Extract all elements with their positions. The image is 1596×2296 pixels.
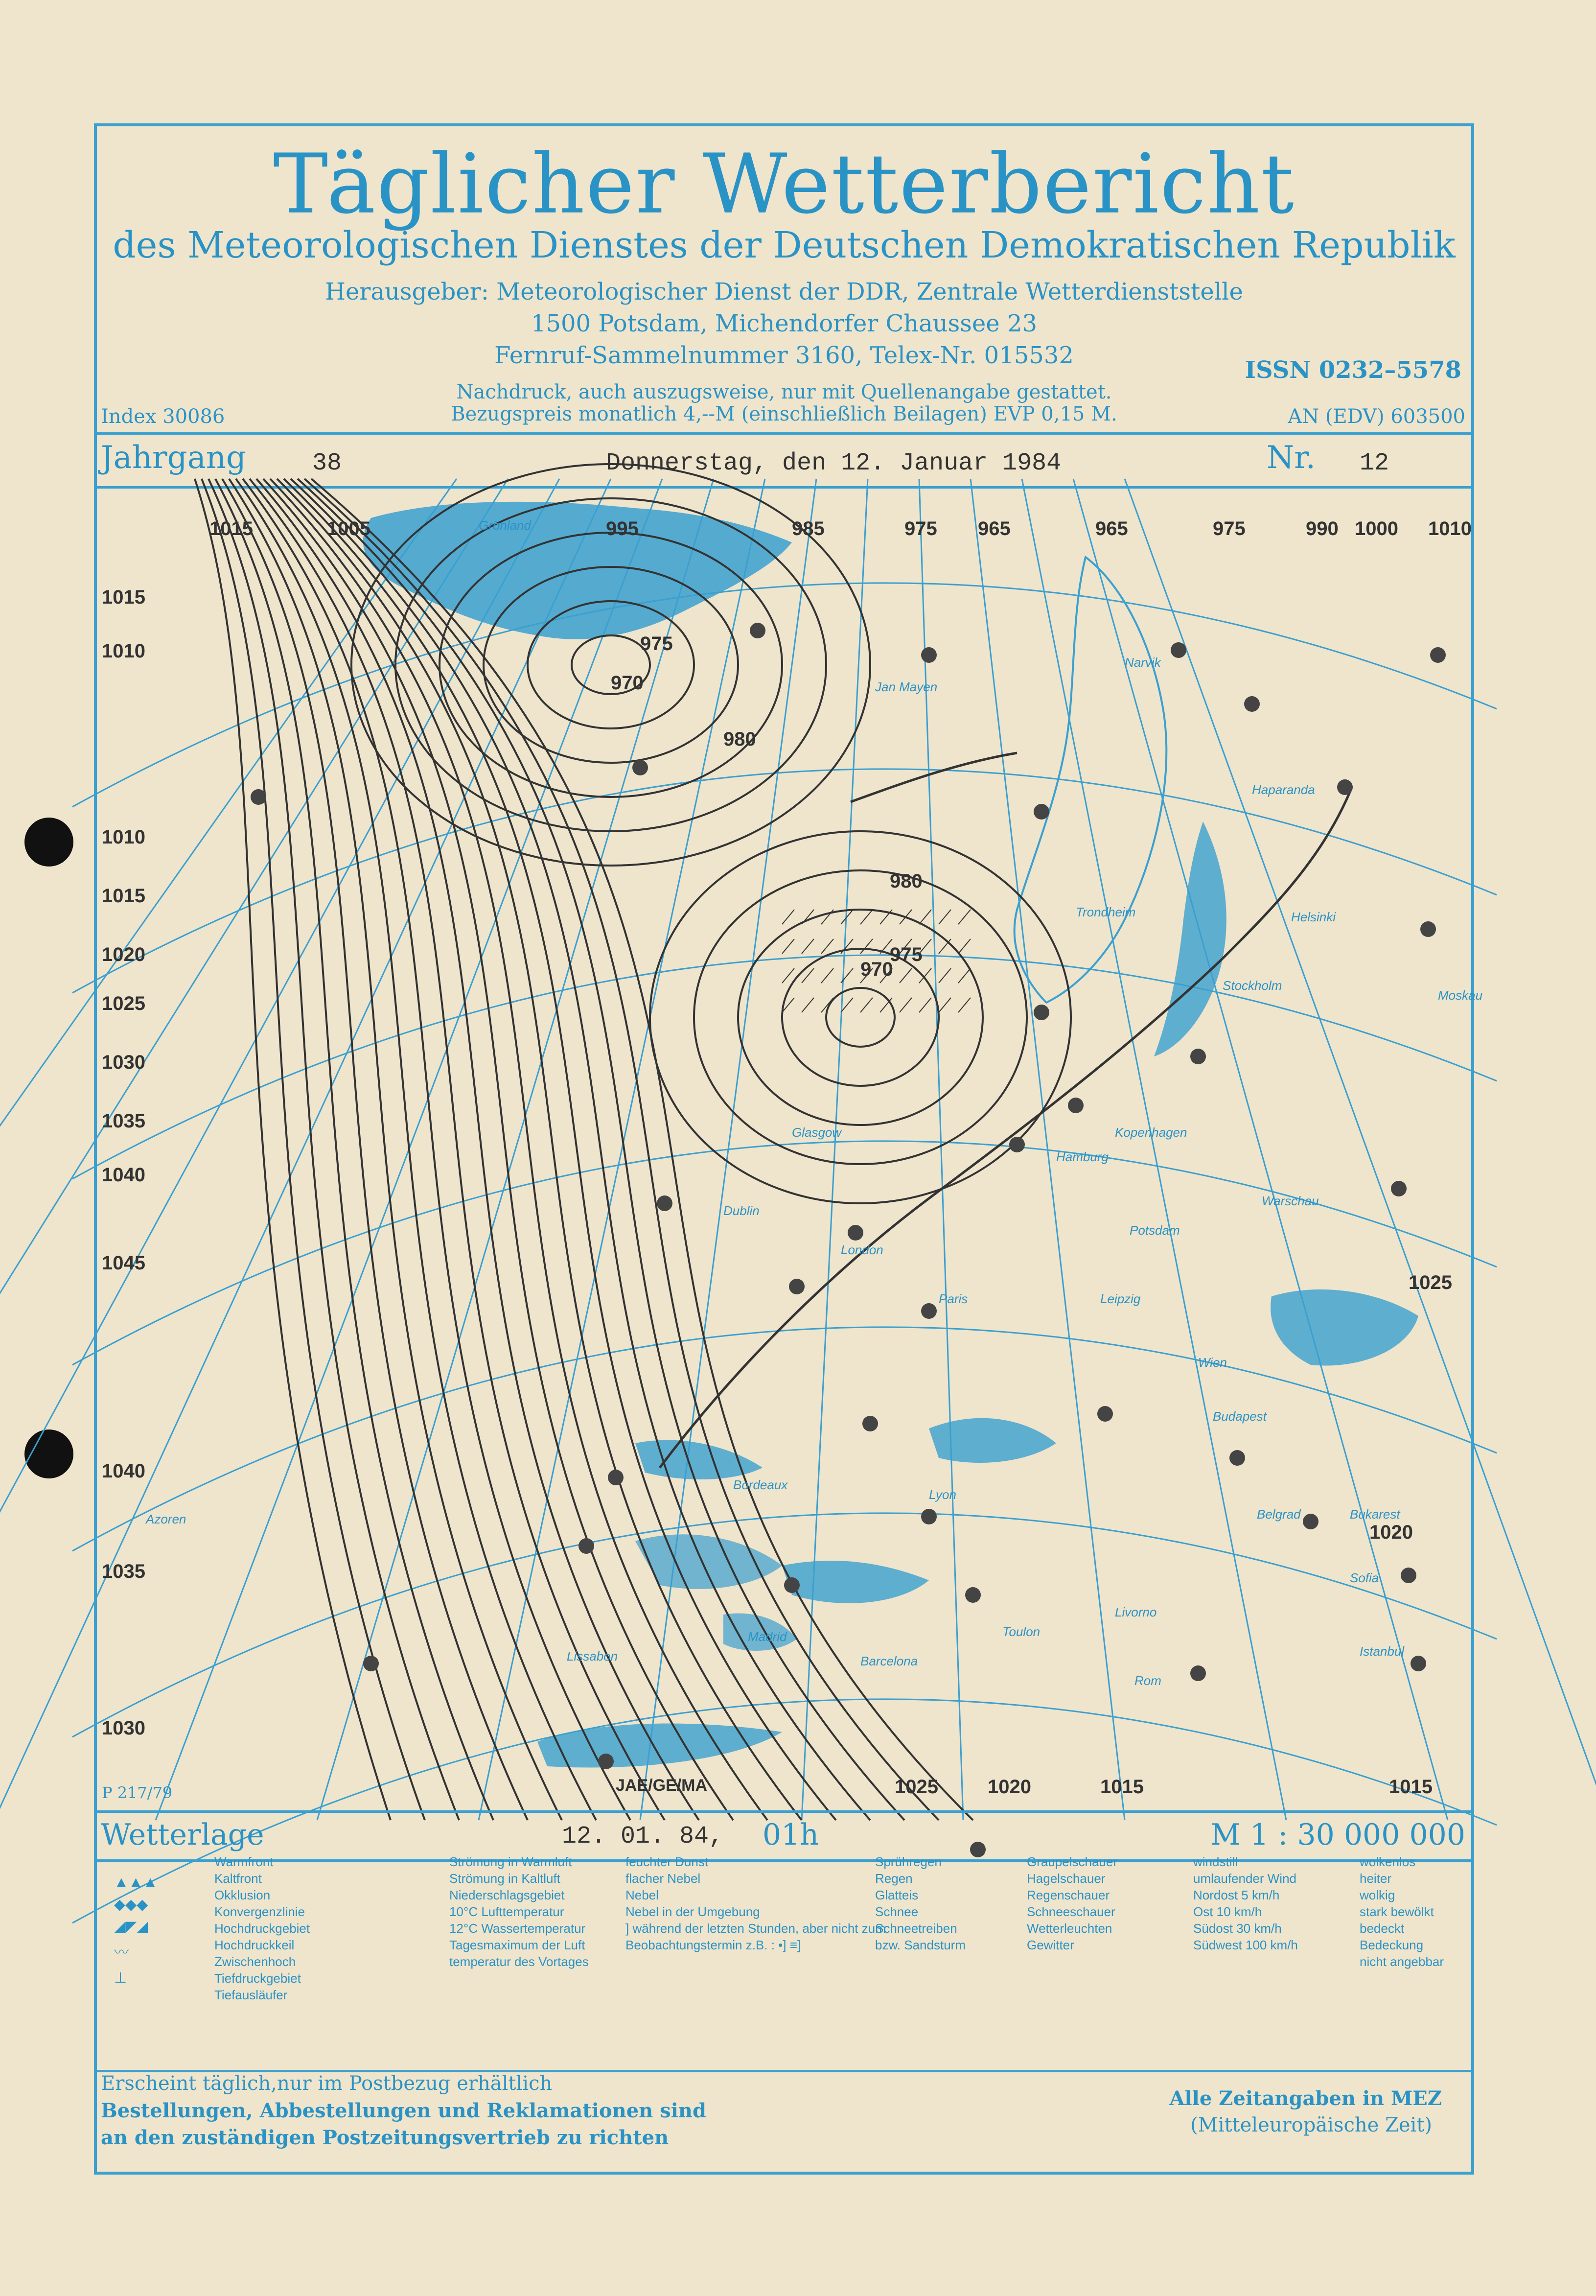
meridian-line [1125, 479, 1596, 1820]
isobar-label: 1010 [102, 826, 145, 848]
jahrgang-label: Jahrgang [101, 440, 246, 476]
station-dot [848, 1225, 863, 1241]
hatch-stroke [821, 910, 833, 924]
low-pressure-isobar [650, 831, 1071, 1203]
legend-item: feuchter Dunst [625, 1854, 709, 1869]
hatch-stroke [880, 998, 892, 1012]
legend-item: wolkig [1360, 1888, 1395, 1902]
isobar-label: 1000 [1355, 518, 1398, 539]
isobar-label: 1015 [102, 586, 145, 608]
isobar-label: 1010 [102, 640, 145, 662]
legend-item: flacher Nebel [625, 1871, 701, 1886]
place-label: Trondheim [1076, 905, 1136, 919]
station-dot [1009, 1137, 1025, 1152]
station-dot [921, 647, 937, 663]
hatch-stroke [782, 910, 794, 924]
place-label: Belgrad [1257, 1507, 1301, 1522]
meridian-line [0, 479, 559, 1820]
meridian-line [0, 479, 457, 1820]
place-label: Leipzig [1100, 1291, 1141, 1306]
legend-item: Schnee [875, 1904, 919, 1919]
station-dot [1244, 696, 1260, 712]
hatch-stroke [958, 910, 971, 924]
hatch-stroke [919, 968, 931, 983]
legend-item: Nebel [625, 1888, 659, 1902]
warm-front [851, 753, 1017, 802]
isobar-label: 1020 [988, 1776, 1031, 1798]
isobar-label: 1040 [102, 1460, 145, 1482]
legend-item: Niederschlagsgebiet [449, 1888, 565, 1902]
legend-item: heiter [1360, 1871, 1392, 1886]
legend-item: Zwischenhoch [214, 1954, 296, 1969]
station-dot [1190, 1665, 1206, 1681]
station-dot [784, 1577, 800, 1593]
isobar-label: 970 [611, 672, 644, 694]
station-dot [1097, 1406, 1113, 1422]
legend-symbol: ◢◤◢ [114, 1919, 148, 1935]
legend-item: 10°C Lufttemperatur [449, 1904, 564, 1919]
legend-item: Hochdruckgebiet [214, 1921, 310, 1936]
footer-line-1: Erscheint täglich,nur im Postbezug erhältlich [101, 2072, 553, 2095]
hatch-stroke [802, 998, 814, 1012]
meridian-line [0, 479, 508, 1820]
legend-item: Tiefdruckgebiet [214, 1971, 301, 1986]
chart-code: P 217/79 [102, 1783, 173, 1802]
chart-initials: JAE/GE/MA [616, 1776, 708, 1795]
wetterlage-hour: 01h [763, 1818, 819, 1852]
station-dot [1337, 779, 1353, 795]
hatch-stroke [939, 968, 951, 983]
legend-item: Ost 10 km/h [1193, 1904, 1262, 1919]
issue-date: Donnerstag, den 12. Januar 1984 [606, 449, 1062, 477]
publisher-line-1: Herausgeber: Meteorologischer Dienst der DDR, Zentrale Wetterdienststelle [325, 278, 1243, 305]
legend-item: Tagesmaximum der Luft [449, 1938, 585, 1952]
hatch-stroke [919, 910, 931, 924]
legend-item: Glatteis [875, 1888, 919, 1902]
place-label: Istanbul [1360, 1644, 1405, 1659]
report-subtitle: des Meteorologischen Dienstes der Deutschen Demokratischen Republik [113, 224, 1456, 266]
legend-item: temperatur des Vortages [449, 1954, 589, 1969]
legend-symbol: ◆◆◆ [114, 1897, 148, 1913]
hatch-stroke [939, 998, 951, 1012]
isobar-label: 1025 [102, 993, 145, 1014]
isobar-label: 970 [860, 959, 893, 980]
hatch-stroke [841, 939, 853, 954]
place-label: Haparanda [1252, 782, 1315, 797]
station-dot [1430, 647, 1446, 663]
weather-map [97, 489, 1483, 1810]
isobar-label: 1015 [102, 885, 145, 907]
place-label: Warschau [1262, 1194, 1319, 1208]
isobar-label: 980 [890, 870, 923, 892]
footer-line-2: Bestellungen, Abbestellungen und Reklamationen sind [101, 2099, 706, 2122]
station-dot [1034, 804, 1049, 820]
legend-item: Nordost 5 km/h [1193, 1888, 1280, 1902]
place-label: Stockholm [1223, 978, 1282, 993]
an-edv-number: AN (EDV) 603500 [1288, 405, 1465, 428]
station-dot [363, 1656, 379, 1671]
station-dot [1034, 1005, 1049, 1020]
legend-symbol: ▲▲▲ [114, 1874, 158, 1890]
meridian-line [317, 479, 714, 1820]
isobar-label: 975 [640, 633, 673, 655]
isobar-label: 1045 [102, 1252, 145, 1274]
legend-item: windstill [1193, 1854, 1238, 1869]
isobar-label: 1010 [1428, 518, 1472, 539]
hatch-stroke [900, 910, 912, 924]
station-dot [921, 1509, 937, 1524]
legend-item: Strömung in Kaltluft [449, 1871, 560, 1886]
legend-item: Tiefausläufer [214, 1988, 288, 2002]
place-label: Lyon [929, 1487, 956, 1502]
hatch-stroke [900, 968, 912, 983]
legend-item: Nebel in der Umgebung [625, 1904, 760, 1919]
hatch-stroke [802, 939, 814, 954]
legend-item: Regen [875, 1871, 913, 1886]
isobar-label: 980 [723, 728, 756, 750]
station-dot [1190, 1049, 1206, 1064]
isobar-label: 975 [904, 518, 937, 539]
isobar-label: 975 [890, 944, 923, 965]
legend-item: Graupelschauer [1027, 1854, 1117, 1869]
station-dot [251, 789, 266, 805]
jahrgang-value: 38 [312, 449, 342, 477]
occluded-front [1223, 792, 1350, 959]
place-label: Helsinki [1291, 910, 1336, 924]
legend-item: Hagelschauer [1027, 1871, 1106, 1886]
legend-item: nicht angebbar [1360, 1954, 1444, 1969]
isobar-label: 1040 [102, 1164, 145, 1186]
legend-item: Kaltfront [214, 1871, 262, 1886]
hatch-stroke [958, 998, 971, 1012]
place-label: Sofia [1350, 1570, 1379, 1585]
footer-line-3: an den zuständigen Postzeitungsvertrieb zu richten [101, 2126, 669, 2149]
legend-item: Schneetreiben [875, 1921, 957, 1936]
station-dot [1391, 1181, 1407, 1196]
station-dot [1420, 921, 1436, 937]
station-dot [750, 623, 765, 638]
station-dot [1303, 1514, 1318, 1529]
station-dot [1229, 1450, 1245, 1466]
publisher-line-3: Fernruf-Sammelnummer 3160, Telex-Nr. 015532 [494, 342, 1074, 369]
legend-item: Gewitter [1027, 1938, 1074, 1952]
nr-value: 12 [1360, 449, 1389, 477]
station-dot [657, 1195, 672, 1211]
place-label: Bukarest [1350, 1507, 1400, 1522]
place-label: Jan Mayen [875, 679, 938, 694]
isobar-label: 995 [606, 518, 639, 539]
weather-map-canvas [97, 489, 1471, 1810]
legend-item: bzw. Sandsturm [875, 1938, 966, 1952]
legend-item: Wetterleuchten [1027, 1921, 1112, 1936]
legend-item: bedeckt [1360, 1921, 1405, 1936]
punch-hole-top [24, 818, 73, 867]
station-dot [789, 1279, 805, 1294]
hatch-stroke [821, 968, 833, 983]
isobar-label: 1030 [102, 1052, 145, 1073]
place-label: Moskau [1438, 988, 1483, 1003]
legend-item: Beobachtungstermin z.B. : •] ≡] [625, 1938, 801, 1952]
isobar-label: 965 [978, 518, 1011, 539]
place-label: Azoren [146, 1512, 186, 1526]
legend-item: Hochdruckkeil [214, 1938, 295, 1952]
hatch-stroke [802, 910, 814, 924]
legend-item: Strömung in Warmluft [449, 1854, 572, 1869]
place-label: Hamburg [1056, 1149, 1109, 1164]
place-label: Potsdam [1130, 1223, 1180, 1238]
place-label: Budapest [1213, 1409, 1267, 1424]
station-dot [862, 1416, 878, 1431]
hatch-stroke [958, 939, 971, 954]
hatch-stroke [782, 968, 794, 983]
hatch-stroke [821, 939, 833, 954]
legend-symbol: ⊥ [114, 1970, 127, 1986]
legend-item: wolkenlos [1360, 1854, 1416, 1869]
isobar-label: 1035 [102, 1110, 145, 1132]
place-label: Lissabon [567, 1649, 618, 1663]
place-label: Dublin [723, 1203, 760, 1218]
legend-item: Warmfront [214, 1854, 274, 1869]
baltic-sea [1154, 821, 1226, 1056]
station-dot [632, 760, 648, 775]
legend-item: Schneeschauer [1027, 1904, 1115, 1919]
low-pressure-isobar [738, 910, 983, 1125]
low-pressure-isobar [826, 988, 895, 1047]
hatch-stroke [958, 968, 971, 983]
hatch-stroke [939, 939, 951, 954]
isobar-label: 1015 [1389, 1776, 1433, 1798]
price-note: Bezugspreis monatlich 4,--M (einschließlich Beilagen) EVP 0,15 M. [451, 403, 1117, 425]
place-label: Barcelona [860, 1654, 918, 1668]
report-title: Täglicher Wetterbericht [273, 136, 1295, 232]
report-frame [94, 123, 1483, 2175]
legend-item: Südwest 100 km/h [1193, 1938, 1298, 1952]
index-number: Index 30086 [101, 405, 225, 428]
latitude-line [72, 1513, 1497, 1737]
wetterlage-date: 12. 01. 84, [562, 1823, 724, 1851]
isobar-label: 1020 [102, 944, 145, 965]
isobar-label: 1015 [209, 518, 253, 539]
place-label: Kopenhagen [1115, 1125, 1187, 1140]
footer-right-1: Alle Zeitangaben in MEZ [1169, 2087, 1442, 2110]
legend-item: Südost 30 km/h [1193, 1921, 1282, 1936]
place-label: Glasgow [792, 1125, 842, 1140]
publisher-line-2: 1500 Potsdam, Michendorfer Chaussee 23 [531, 310, 1038, 337]
legend-item: Okklusion [214, 1888, 271, 1902]
place-label: Wien [1198, 1355, 1227, 1370]
station-dot [1171, 642, 1186, 658]
isobar-label: 1035 [102, 1561, 145, 1582]
place-label: Paris [939, 1291, 968, 1306]
legend-item: 12°C Wassertemperatur [449, 1921, 586, 1936]
isobar [291, 479, 870, 1820]
isobar-label: 1025 [1409, 1272, 1452, 1293]
station-dot [598, 1754, 614, 1769]
isobar-label: 1020 [1369, 1522, 1413, 1543]
legend-item: Sprühregen [875, 1854, 942, 1869]
place-label: London [841, 1242, 883, 1257]
station-dot [608, 1470, 624, 1485]
wetterlage-label: Wetterlage [101, 1818, 264, 1852]
footer-right-2: (Mitteleuropäische Zeit) [1190, 2114, 1432, 2136]
place-label: Madrid [748, 1629, 787, 1644]
hatch-stroke [860, 998, 873, 1012]
nr-label: Nr. [1267, 440, 1316, 476]
isobar-label: 965 [1095, 518, 1128, 539]
legend-item: Konvergenzlinie [214, 1904, 305, 1919]
latitude-line [72, 955, 1497, 1179]
station-dot [578, 1538, 594, 1554]
isobar-label: 1015 [1100, 1776, 1144, 1798]
legend-item: ] während der letzten Stunden, aber nicht zum [625, 1921, 886, 1936]
isobar-label: 1025 [895, 1776, 938, 1798]
hatch-stroke [860, 939, 873, 954]
legend-item: Regenschauer [1027, 1888, 1110, 1902]
isobar [243, 479, 630, 1820]
station-dot [1401, 1568, 1416, 1583]
hatch-stroke [782, 939, 794, 954]
place-label: Toulon [1002, 1624, 1041, 1639]
legend-item: Bedeckung [1360, 1938, 1424, 1952]
legend-item: stark bewölkt [1360, 1904, 1434, 1919]
hatch-stroke [919, 998, 931, 1012]
reprint-note: Nachdruck, auch auszugsweise, nur mit Quellenangabe gestattet. [456, 381, 1112, 403]
isobar-label: 1030 [102, 1717, 145, 1739]
station-dot [965, 1587, 981, 1603]
legend-item: umlaufender Wind [1193, 1871, 1296, 1886]
hatch-stroke [939, 910, 951, 924]
station-dot [1068, 1098, 1084, 1113]
black-sea [1271, 1289, 1418, 1366]
graticule-lines [0, 479, 1596, 1923]
issn: ISSN 0232–5578 [1245, 356, 1461, 384]
map-scale: M 1 : 30 000 000 [1210, 1818, 1465, 1852]
meridian-line [0, 479, 611, 1820]
low-pressure-isobar [694, 870, 1027, 1164]
hatch-stroke [900, 998, 912, 1012]
place-label: Narvik [1125, 655, 1161, 670]
hatch-stroke [860, 910, 873, 924]
isobar-label: 985 [792, 518, 825, 539]
legend-symbol: 〰 [114, 1945, 129, 1961]
station-dot [1411, 1656, 1426, 1671]
station-dot [921, 1303, 937, 1319]
place-label: Livorno [1115, 1605, 1157, 1619]
scandinavia-coast [1015, 557, 1167, 1003]
place-label: Bordeaux [733, 1477, 788, 1492]
legend [97, 1845, 1471, 2006]
isobar-label: 1005 [327, 518, 370, 539]
isobar-label: 975 [1213, 518, 1246, 539]
isobar-label: 990 [1306, 518, 1339, 539]
place-label: Grönland [479, 518, 531, 533]
place-label: Rom [1134, 1673, 1161, 1688]
